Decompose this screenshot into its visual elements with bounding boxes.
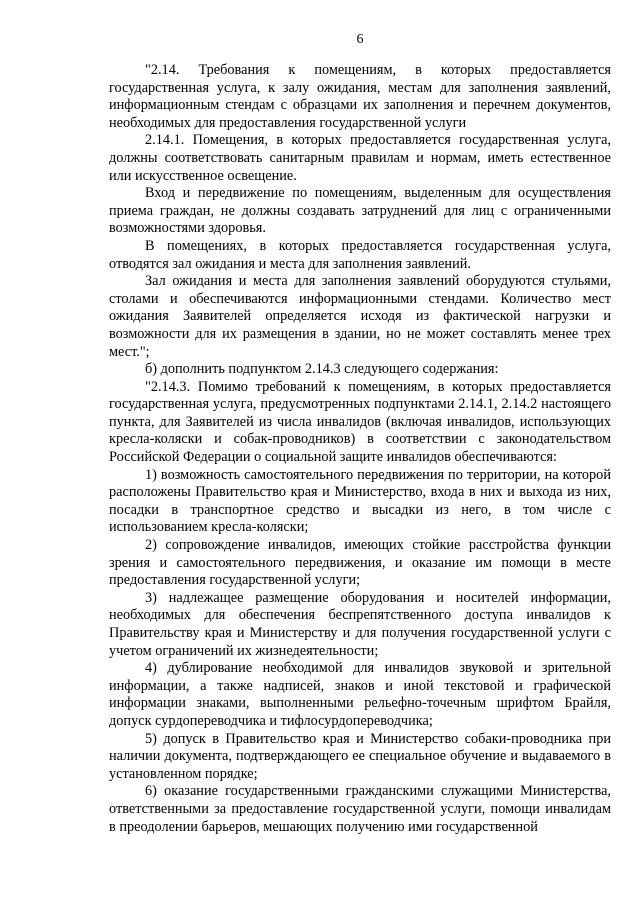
paragraph-2-14-3: "2.14.3. Помимо требований к помещениям, в которых предоставляется государственная услуга, предусмотренных подпунктами 2.14.1, 2.14.2 настоящего пункта, для Заявителей из числа инвалидов (включая инвалидов, использующих кресла-коляски и собак-проводников) в соответствии с законодательством Российской Федерации о социальной защите инвалидов обеспечиваются: [109,378,611,466]
paragraph-2-14-1: 2.14.1. Помещения, в которых предоставляется государственная услуга, должны соответствовать санитарным правилам и нормам, иметь естественное или искусственное освещение. [109,132,611,184]
paragraph-subpoint-b: б) дополнить подпунктом 2.14.3 следующего содержания: [145,361,499,378]
list-item-1: 1) возможность самостоятельного передвижения по территории, на которой расположены Правительство края и Министерство, входа в них и выхода из них, посадки в транспортное средство и высадки из него, в том числе с использованием кресла-коляски; [109,466,611,536]
paragraph-waiting-equipment: Зал ожидания и места для заполнения заявлений оборудуются стульями, столами и обеспечиваются информационными стендами. Количество мест ожидания Заявителей определяется исходя из фактической нагрузки и возможности для их размещения в здании, но не может составлять менее трех мест."; [109,273,611,360]
list-item-5: 5) допуск в Правительство края и Министерство собаки-проводника при наличии документа, подтверждающего ее специальное обучение и выдаваемого в установленном порядке; [109,730,611,782]
list-item-4: 4) дублирование необходимой для инвалидов звуковой и зрительной информации, а также надписей, знаков и иной текстовой и графической информации знаками, выполненными рельефно-точечным шрифтом Брайля, допуск сурдопереводчика и тифлосурдопереводчика; [109,660,611,729]
page-number: 6 [356,32,364,47]
paragraph-waiting-hall: В помещениях, в которых предоставляется государственная услуга, отводятся зал ожидания и места для заполнения заявлений. [109,237,611,272]
list-item-3: 3) надлежащее размещение оборудования и носителей информации, необходимых для обеспечения беспрепятственного доступа инвалидов к Правительству края и Министерству и для получения государственной услуги с учетом ограничений их жизнедеятельности; [109,589,611,659]
list-item-2: 2) сопровождение инвалидов, имеющих стойкие расстройства функции зрения и самостоятельного передвижения, и оказание им помощи в месте предоставления государственной услуги; [109,537,611,589]
list-item-6: 6) оказание государственными гражданскими служащими Министерства, ответственными за предоставление государственной услуги, помощи инвалидам в преодолении барьеров, мешающих получению ими государственной [109,783,611,835]
paragraph-entrance: Вход и передвижение по помещениям, выделенным для осуществления приема граждан, не должны создавать затруднений для лиц с ограниченными возможностями здоровья. [109,185,611,237]
paragraph-2-14-heading: "2.14. Требования к помещениям, в которых предоставляется государственная услуга, к залу ожидания, местам для заполнения заявлений, информационным стендам с образцами их заполнения и перечнем документов, необходимых для предоставления государственной услуги [109,62,611,131]
document-page [109,0,611,905]
document-body [109,62,611,836]
